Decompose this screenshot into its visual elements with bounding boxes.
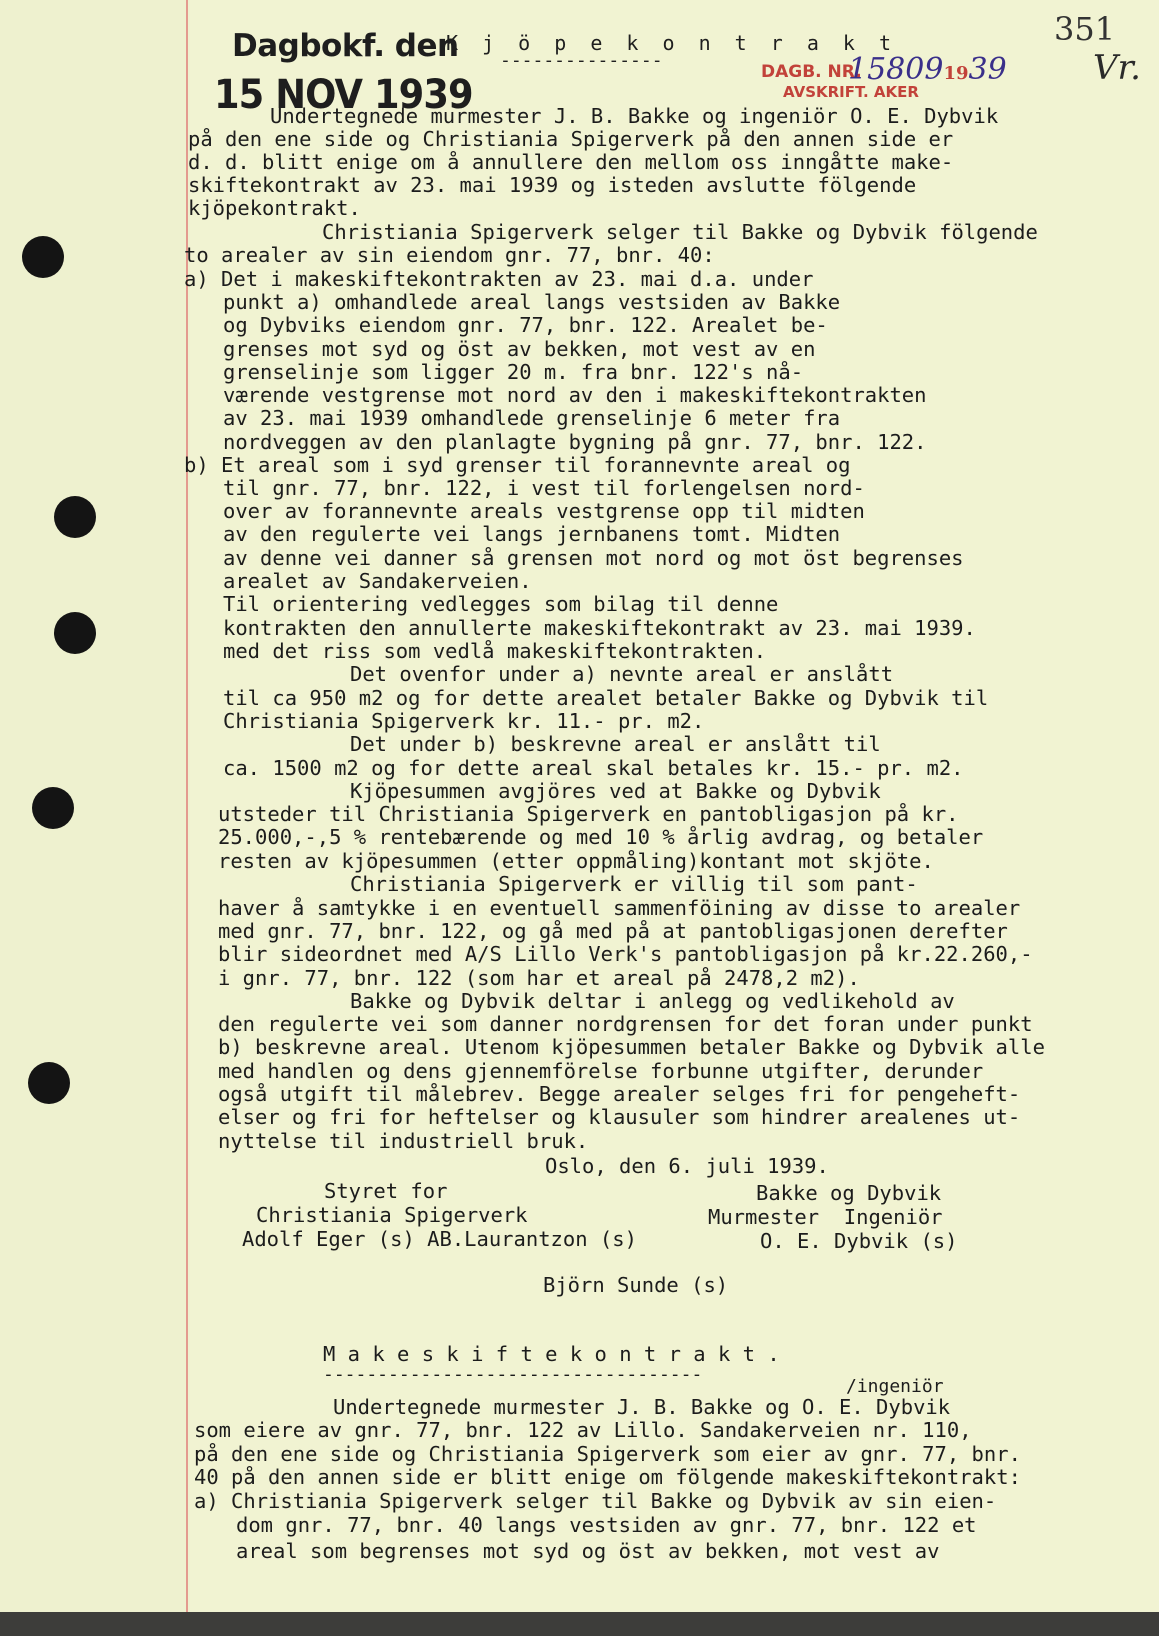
body-line: over av forannevnte areals vestgrense opp til midten — [223, 499, 865, 523]
body-line: med handlen og dens gjennemförelse forbunne utgifter, derunder — [218, 1059, 984, 1083]
body-line: ca. 1500 m2 og for dette areal skal betales kr. 15.- pr. m2. — [223, 756, 964, 780]
contract2-title: M a k e s k i f t e k o n t r a k t . — [323, 1342, 780, 1366]
signature-right-2: Murmester Ingeniör — [708, 1205, 943, 1229]
contract1-title: K j ö p e k o n t r a k t — [446, 31, 898, 55]
body-line: resten av kjöpesummen (etter oppmåling)kontant mot skjöte. — [218, 849, 934, 873]
dagbok-stamp-label: Dagbokf. den — [232, 28, 459, 64]
body-line: b) beskrevne areal. Utenom kjöpesummen betaler Bakke og Dybvik alle — [218, 1035, 1045, 1059]
body-line: Christiania Spigerverk er villig til som pant- — [350, 872, 918, 896]
body-line: den regulerte vei som danner nordgrensen for det foran under punkt — [218, 1012, 1033, 1036]
body-line: og Dybviks eiendom gnr. 77, bnr. 122. Arealet be- — [223, 313, 828, 337]
body-line: a) Christiania Spigerverk selger til Bakke og Dybvik av sin eien- — [194, 1489, 997, 1513]
contract2-insert: /ingeniör — [846, 1376, 944, 1397]
body-line: elser og fri for heftelser og klausuler som hindrer arealenes ut- — [218, 1105, 1021, 1129]
body-line: Undertegnede murmester J. B. Bakke og O. E. Dybvik — [333, 1395, 951, 1419]
body-line: to arealer av sin eiendom gnr. 77, bnr. 40: — [184, 243, 715, 267]
place-date: Oslo, den 6. juli 1939. — [545, 1154, 829, 1178]
contract2-title-underline: ----------------------------------- — [323, 1364, 703, 1385]
contract1-title-underline: --------------- — [500, 50, 663, 71]
body-line: også utgift til målebrev. Begge arealer selges fri for pengeheft- — [218, 1082, 1021, 1106]
body-line: Christiania Spigerverk selger til Bakke og Dybvik fölgende — [322, 220, 1038, 244]
handwritten-initials: Vr. — [1093, 48, 1141, 88]
body-line: kjöpekontrakt. — [188, 196, 361, 220]
body-line: av denne vei danner så grensen mot nord og mot öst begrenses — [223, 546, 964, 570]
avskrift-stamp: AVSKRIFT. AKER — [783, 83, 919, 101]
body-line: d. d. blitt enige om å annullere den mellom oss inngåtte make- — [188, 150, 954, 174]
body-line: areal som begrenses mot syd og öst av bekken, mot vest av — [236, 1539, 940, 1563]
body-line: punkt a) omhandlede areal langs vestsiden av Bakke — [223, 290, 841, 314]
signature-right-3: O. E. Dybvik (s) — [760, 1229, 958, 1253]
body-line: som eiere av gnr. 77, bnr. 122 av Lillo. Sandakerveien nr. 110, — [194, 1418, 972, 1442]
body-line: 25.000,-,5 % rentebærende og med 10 % årlig avdrag, og betaler — [218, 825, 984, 849]
body-line: Undertegnede murmester J. B. Bakke og ingeniör O. E. Dybvik — [270, 104, 999, 128]
body-line: til gnr. 77, bnr. 122, i vest til forlengelsen nord- — [223, 476, 865, 500]
body-line: værende vestgrense mot nord av den i makeskiftekontrakten — [223, 383, 927, 407]
body-line: nyttelse til industriell bruk. — [218, 1129, 589, 1153]
body-line: til ca 950 m2 og for dette arealet betaler Bakke og Dybvik til — [223, 686, 989, 710]
body-line: Christiania Spigerverk kr. 11.- pr. m2. — [223, 709, 705, 733]
body-line: blir sideordnet med A/S Lillo Verk's pantobligasjon på kr.22.260,- — [218, 942, 1033, 966]
signature-left-3: Adolf Eger (s) AB.Laurantzon (s) — [242, 1227, 637, 1251]
body-line: b) Et areal som i syd grenser til forannevnte areal og — [184, 453, 851, 477]
signature-right-1: Bakke og Dybvik — [756, 1181, 942, 1205]
page-number: 351 — [1054, 10, 1116, 48]
body-line: Det ovenfor under a) nevnte areal er anslått — [350, 662, 894, 686]
body-line: grenselinje som ligger 20 m. fra bnr. 122's nå- — [223, 360, 804, 384]
dagbok-stamp-date: 15 NOV 1939 — [214, 72, 473, 118]
signature-left-2: Christiania Spigerverk — [256, 1203, 528, 1227]
body-line: arealet av Sandakerveien. — [223, 569, 532, 593]
dagb-nr-stamp: DAGB. NR. — [761, 62, 862, 82]
body-line: Bakke og Dybvik deltar i anlegg og vedlikehold av — [350, 989, 955, 1013]
body-line: Til orientering vedlegges som bilag til denne — [223, 592, 779, 616]
body-line: utsteder til Christiania Spigerverk en pantobligasjon på kr. — [218, 802, 959, 826]
body-line: Det under b) beskrevne areal er anslått til — [350, 732, 881, 756]
body-line: Kjöpesummen avgjöres ved at Bakke og Dybvik — [350, 779, 881, 803]
body-line: med gnr. 77, bnr. 122, og gå med på at pantobligasjonen derefter — [218, 919, 1008, 943]
body-line: med det riss som vedlå makeskiftekontrakten. — [223, 639, 767, 663]
scan-bottom-edge — [0, 1612, 1159, 1636]
body-line: nordveggen av den planlagte bygning på gnr. 77, bnr. 122. — [223, 430, 927, 454]
dagb-number-handwritten: 158091939 — [848, 52, 1007, 87]
body-line: av 23. mai 1939 omhandlede grenselinje 6 meter fra — [223, 406, 841, 430]
body-line: av den regulerte vei langs jernbanens tomt. Midten — [223, 522, 841, 546]
body-line: på den ene side og Christiania Spigerverk som eier av gnr. 77, bnr. — [194, 1442, 1021, 1466]
signature-left-1: Styret for — [324, 1179, 448, 1203]
punch-hole-icon — [54, 496, 96, 538]
punch-hole-icon — [54, 612, 96, 654]
body-line: grenses mot syd og öst av bekken, mot vest av en — [223, 337, 816, 361]
body-line: haver å samtykke i en eventuell sammenföining av disse to arealer — [218, 896, 1021, 920]
body-line: på den ene side og Christiania Spigerverk på den annen side er — [188, 127, 954, 151]
body-line: a) Det i makeskiftekontrakten av 23. mai d.a. under — [184, 267, 814, 291]
body-line: i gnr. 77, bnr. 122 (som har et areal på 2478,2 m2). — [218, 966, 860, 990]
body-line: kontrakten den annullerte makeskiftekontrakt av 23. mai 1939. — [223, 616, 976, 640]
body-line: skiftekontrakt av 23. mai 1939 og isteden avslutte fölgende — [188, 173, 917, 197]
body-line: 40 på den annen side er blitt enige om fölgende makeskiftekontrakt: — [194, 1465, 1021, 1489]
body-line: dom gnr. 77, bnr. 40 langs vestsiden av gnr. 77, bnr. 122 et — [236, 1513, 977, 1537]
witness-signature: Björn Sunde (s) — [543, 1273, 729, 1297]
